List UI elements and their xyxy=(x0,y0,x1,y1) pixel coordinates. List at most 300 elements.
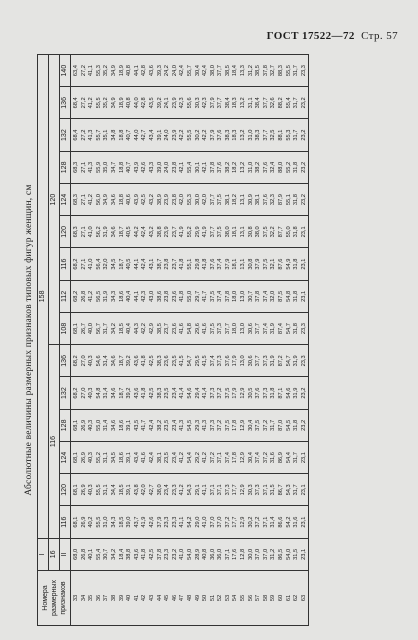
table-cell: 27,1 xyxy=(80,226,87,238)
table-cell: 37,7 xyxy=(255,355,262,367)
table-cell: 32,4 xyxy=(270,161,277,173)
table-cell: 43,0 xyxy=(148,290,155,302)
col-group-158 xyxy=(38,55,49,539)
table-cell: 18,6 xyxy=(118,419,125,431)
table-cell: 31,2 xyxy=(247,65,254,77)
table-cell: 40,3 xyxy=(88,419,95,431)
table-cell: 23,4 xyxy=(164,484,171,496)
table-cell: 87,1 xyxy=(278,387,285,399)
data-column xyxy=(71,442,309,474)
table-cell: 63,4 xyxy=(73,65,79,77)
data-column xyxy=(71,184,309,216)
table-cell: 29,8 xyxy=(194,258,201,270)
table-cell: 37,7 xyxy=(217,65,224,77)
table-cell: 23,7 xyxy=(164,323,171,335)
table-cell: 30,0 xyxy=(247,548,254,560)
table-cell: 39,0 xyxy=(126,516,133,528)
table-cell: 68,3 xyxy=(73,226,79,238)
table-cell: 40,8 xyxy=(126,97,133,109)
table-cell: 18,0 xyxy=(232,290,239,302)
table-cell: 38,8 xyxy=(156,226,163,238)
table-cell: 55,5 xyxy=(95,484,102,496)
table-cell: 42,4 xyxy=(141,258,148,270)
table-cell: 30,8 xyxy=(247,258,254,270)
table-cell: 37,2 xyxy=(255,516,262,528)
table-cell: 56,0 xyxy=(95,194,102,206)
table-cell: 30,9 xyxy=(247,194,254,206)
table-cell: 26,8 xyxy=(80,548,87,560)
table-cell: 37,9 xyxy=(156,516,163,528)
table-cell: 17,7 xyxy=(232,516,239,528)
table-cell: 41,3 xyxy=(88,129,95,141)
table-cell: 23,3 xyxy=(300,355,307,367)
table-cell: 18,2 xyxy=(232,194,239,206)
table-cell: 38,3 xyxy=(224,129,231,141)
table-cell: 31,7 xyxy=(103,323,110,335)
table-cell: 30,4 xyxy=(194,65,201,77)
table-cell: 37,7 xyxy=(255,323,262,335)
table-head xyxy=(38,55,71,626)
table-cell: 17,9 xyxy=(232,355,239,367)
table-cell: 26,8 xyxy=(80,290,87,302)
table-cell: 23,7 xyxy=(171,258,178,270)
table-cell: 23,5 xyxy=(171,355,178,367)
measurements-table xyxy=(37,54,309,626)
table-cell: 27,2 xyxy=(80,97,87,109)
table-cell: 36,0 xyxy=(209,548,216,560)
table-cell: 38,2 xyxy=(156,419,163,431)
table-cell: 40,3 xyxy=(88,387,95,399)
table-cell: 34,9 xyxy=(110,65,117,77)
table-cell: 26,9 xyxy=(80,452,87,464)
table-cell: 55,5 xyxy=(95,516,102,528)
table-cell: 38,5 xyxy=(224,65,231,77)
table-cell: 41,4 xyxy=(179,387,186,399)
table-cell: 23,9 xyxy=(164,194,171,206)
table-cell: 23,6 xyxy=(164,355,171,367)
table-cell: 41,6 xyxy=(202,323,209,335)
table-cell: 54,3 xyxy=(285,484,292,496)
col-header-2: 120 xyxy=(60,474,71,506)
table-cell: 38,0 xyxy=(255,226,262,238)
data-column xyxy=(71,151,309,183)
table-cell: 42,6 xyxy=(148,516,155,528)
table-cell: 29,2 xyxy=(194,452,201,464)
table-cell: 42,7 xyxy=(141,129,148,141)
table-cell: 87,2 xyxy=(278,355,285,367)
row-number: 61 xyxy=(285,594,292,602)
table-cell: 34,2 xyxy=(110,548,117,560)
table-cell: 34,2 xyxy=(110,323,117,335)
table-cell: 87,9 xyxy=(278,194,285,206)
table-cell: 37,5 xyxy=(209,290,216,302)
table-cell: 37,4 xyxy=(217,258,224,270)
table-cell: 40,1 xyxy=(88,548,95,560)
table-cell: 42,3 xyxy=(141,290,148,302)
page-header xyxy=(0,30,418,50)
table-cell: 37,6 xyxy=(255,387,262,399)
table-cell: 31,8 xyxy=(293,161,300,173)
row-number: 49 xyxy=(194,594,201,602)
table-cell: 41,9 xyxy=(202,226,209,238)
table-cell: 27,0 xyxy=(80,387,87,399)
table-cell: 37,2 xyxy=(209,452,216,464)
table-cell: 39,0 xyxy=(156,161,163,173)
table-cell: 41,8 xyxy=(179,290,186,302)
table-cell: 43,9 xyxy=(133,161,140,173)
level1-label-0: I xyxy=(39,553,46,556)
table-cell: 37,0 xyxy=(217,516,224,528)
table-cell: 37,8 xyxy=(224,290,231,302)
table-cell: 43,4 xyxy=(133,452,140,464)
table-cell: 39,2 xyxy=(126,355,133,367)
table-cell: 23,2 xyxy=(300,161,307,173)
table-cell: 55,2 xyxy=(186,226,193,238)
table-cell: 34,7 xyxy=(110,161,117,173)
col-header-5: 132 xyxy=(60,377,71,409)
table-cell: 23,6 xyxy=(171,323,178,335)
table-cell: 23,2 xyxy=(300,419,307,431)
table-cell: 31,5 xyxy=(293,548,300,560)
table-cell: 18,3 xyxy=(232,129,239,141)
table-cell: 31,0 xyxy=(247,161,254,173)
table-cell: 41,2 xyxy=(202,452,209,464)
col-header-0: II xyxy=(60,538,71,570)
table-cell: 37,8 xyxy=(255,290,262,302)
table-cell: 39,2 xyxy=(126,387,133,399)
table-cell: 18,2 xyxy=(232,161,239,173)
row-number: 44 xyxy=(156,594,163,602)
table-cell: 30,7 xyxy=(103,548,110,560)
table-cell: 37,3 xyxy=(209,387,216,399)
data-column xyxy=(71,313,309,345)
table-cell: 38,2 xyxy=(255,161,262,173)
table-cell: 27,2 xyxy=(80,65,87,77)
table-cell: 18,9 xyxy=(118,97,125,109)
table-cell: 68,3 xyxy=(73,161,79,173)
table-cell: 37,3 xyxy=(262,355,269,367)
table-cell: 37,2 xyxy=(217,387,224,399)
row-number: 55 xyxy=(240,594,247,602)
table-cell: 40,8 xyxy=(202,548,209,560)
col-header-7: 108 xyxy=(60,313,71,345)
table-cell: 38,8 xyxy=(126,548,133,560)
table-cell: 38,3 xyxy=(156,355,163,367)
table-cell: 13,2 xyxy=(240,97,247,109)
table-cell: 86,7 xyxy=(278,484,285,496)
header-row-2 xyxy=(49,55,60,626)
table-cell: 23,2 xyxy=(171,548,178,560)
table-cell: 55,6 xyxy=(186,97,193,109)
table-cell: 13,1 xyxy=(240,194,247,206)
table-cell: 23,3 xyxy=(164,548,171,560)
table-cell: 28,9 xyxy=(194,548,201,560)
table-cell: 23,1 xyxy=(300,484,307,496)
rotated-table-block xyxy=(22,54,400,626)
table-cell: 37,5 xyxy=(217,226,224,238)
table-cell: 41,0 xyxy=(202,516,209,528)
table-cell: 37,2 xyxy=(217,419,224,431)
table-cell: 41,8 xyxy=(141,387,148,399)
table-cell: 18,1 xyxy=(232,226,239,238)
table-cell: 68,2 xyxy=(73,355,79,367)
table-cell: 38,9 xyxy=(156,194,163,206)
table-cell: 42,5 xyxy=(148,548,155,560)
table-cell: 88,0 xyxy=(278,161,285,173)
table-cell: 68,1 xyxy=(73,516,79,528)
table-cell: 17,8 xyxy=(232,419,239,431)
table-cell: 13,0 xyxy=(240,323,247,335)
table-cell: 40,2 xyxy=(88,516,95,528)
page-number: Стр. 57 xyxy=(361,30,398,42)
table-cell: 13,2 xyxy=(240,129,247,141)
table-cell: 30,7 xyxy=(247,290,254,302)
table-cell: 37,1 xyxy=(262,484,269,496)
table-cell: 39,3 xyxy=(156,65,163,77)
table-cell: 37,8 xyxy=(262,65,269,77)
table-cell: 38,5 xyxy=(156,323,163,335)
table-cell: 56,7 xyxy=(95,323,102,335)
table-cell: 38,7 xyxy=(156,258,163,270)
table-cell: 54,4 xyxy=(186,452,193,464)
table-cell: 32,3 xyxy=(270,194,277,206)
table-cell: 56,2 xyxy=(95,226,102,238)
table-cell: 29,1 xyxy=(194,484,201,496)
table-cell: 54,9 xyxy=(285,258,292,270)
table-cell: 42,4 xyxy=(179,65,186,77)
data-column xyxy=(71,87,309,119)
table-cell: 37,4 xyxy=(262,290,269,302)
table-cell: 55,3 xyxy=(285,129,292,141)
table-cell: 23,9 xyxy=(171,129,178,141)
table-cell: 12,9 xyxy=(240,516,247,528)
table-cell: 23,8 xyxy=(164,258,171,270)
table-cell: 87,4 xyxy=(278,323,285,335)
table-cell: 18,9 xyxy=(118,65,125,77)
table-cell: 41,3 xyxy=(202,419,209,431)
table-cell: 41,3 xyxy=(179,419,186,431)
table-cell: 44,3 xyxy=(133,323,140,335)
table-cell: 44,0 xyxy=(133,97,140,109)
table-cell: 13,2 xyxy=(240,161,247,173)
table-cell: 38,0 xyxy=(224,226,231,238)
table-cell: 13,1 xyxy=(240,258,247,270)
col-header-15: 140 xyxy=(60,55,71,87)
table-cell: 54,5 xyxy=(186,419,193,431)
table-cell: 34,6 xyxy=(110,226,117,238)
table-cell: 31,6 xyxy=(270,452,277,464)
table-cell: 37,3 xyxy=(224,484,231,496)
table-cell: 41,2 xyxy=(88,194,95,206)
table-cell: 37,6 xyxy=(209,258,216,270)
table-cell: 44,1 xyxy=(133,65,140,77)
table-cell: 55,5 xyxy=(285,65,292,77)
table-cell: 23,1 xyxy=(300,548,307,560)
table-cell: 18,8 xyxy=(118,161,125,173)
table-cell: 43,8 xyxy=(133,484,140,496)
table-cell: 23,6 xyxy=(171,290,178,302)
table-cell: 55,0 xyxy=(186,290,193,302)
table-cell: 38,3 xyxy=(255,129,262,141)
table-cell: 41,0 xyxy=(88,258,95,270)
table-cell: 43,3 xyxy=(148,161,155,173)
table-cell: 30,8 xyxy=(247,226,254,238)
table-cell: 37,1 xyxy=(224,548,231,560)
table-cell: 26,9 xyxy=(80,419,87,431)
table-cell: 37,5 xyxy=(224,419,231,431)
table-title: Абсолютные величины размерных признаков типовых фигур женщин, см xyxy=(24,184,34,496)
table-cell: 30,4 xyxy=(247,452,254,464)
row-number: 45 xyxy=(164,594,171,602)
data-column xyxy=(71,280,309,312)
table-cell: 42,4 xyxy=(141,226,148,238)
table-cell: 54,6 xyxy=(95,355,102,367)
table-cell: 13,3 xyxy=(240,65,247,77)
table-cell: 31,4 xyxy=(103,355,110,367)
table-cell: 54,3 xyxy=(186,484,193,496)
data-column xyxy=(71,474,309,506)
table-cell: 55,4 xyxy=(285,97,292,109)
table-cell: 42,7 xyxy=(148,484,155,496)
table-cell: 42,4 xyxy=(202,65,209,77)
row-number: 48 xyxy=(186,594,193,602)
table-cell: 68,1 xyxy=(73,419,79,431)
table-cell: 31,5 xyxy=(270,484,277,496)
table-cell: 18,6 xyxy=(118,290,125,302)
row-number: 41 xyxy=(133,594,140,602)
table-cell: 55,7 xyxy=(95,129,102,141)
table-cell: 29,4 xyxy=(194,387,201,399)
row-number: 38 xyxy=(110,594,117,602)
table-cell: 37,0 xyxy=(262,548,269,560)
table-cell: 23,2 xyxy=(300,387,307,399)
table-cell: 37,1 xyxy=(217,484,224,496)
table-cell: 31,9 xyxy=(270,323,277,335)
table-cell: 23,3 xyxy=(300,65,307,77)
table-cell: 41,0 xyxy=(179,548,186,560)
table-cell: 68,2 xyxy=(73,387,79,399)
table-cell: 23,8 xyxy=(164,290,171,302)
table-cell: 88,2 xyxy=(278,97,285,109)
table-cell: 37,7 xyxy=(262,97,269,109)
table-cell: 41,6 xyxy=(179,323,186,335)
table-cell: 37,2 xyxy=(262,452,269,464)
table-cell: 23,1 xyxy=(300,516,307,528)
header-row-1 xyxy=(38,55,49,626)
table-cell: 39,1 xyxy=(126,419,133,431)
table-cell: 31,8 xyxy=(293,258,300,270)
table-cell: 36,0 xyxy=(217,548,224,560)
table-cell: 40,5 xyxy=(126,226,133,238)
table-cell: 43,5 xyxy=(133,419,140,431)
table-cell: 43,5 xyxy=(148,97,155,109)
table-cell: 18,6 xyxy=(118,452,125,464)
col-header-9: 116 xyxy=(60,248,71,280)
table-cell: 12,9 xyxy=(240,452,247,464)
col-header-10: 120 xyxy=(60,216,71,248)
data-column xyxy=(71,345,309,377)
table-cell: 30,1 xyxy=(194,161,201,173)
row-number: 34 xyxy=(80,594,87,602)
table-cell: 32,1 xyxy=(270,258,277,270)
table-cell: 18,7 xyxy=(118,355,125,367)
table-cell: 31,4 xyxy=(103,387,110,399)
table-cell: 37,0 xyxy=(255,548,262,560)
table-cell: 31,7 xyxy=(293,97,300,109)
table-cell: 37,1 xyxy=(217,452,224,464)
table-cell: 34,3 xyxy=(110,290,117,302)
table-cell: 42,8 xyxy=(141,97,148,109)
data-column xyxy=(71,377,309,409)
table-cell: 55,3 xyxy=(186,194,193,206)
table-cell: 31,7 xyxy=(270,419,277,431)
table-cell: 31,8 xyxy=(293,419,300,431)
table-cell: 55,0 xyxy=(95,419,102,431)
table-cell: 41,6 xyxy=(141,452,148,464)
table-cell: 31,9 xyxy=(270,355,277,367)
table-cell: 30,3 xyxy=(247,484,254,496)
table-cell: 43,7 xyxy=(133,516,140,528)
table-cell: 68,2 xyxy=(73,258,79,270)
col-header-8: 112 xyxy=(60,280,71,312)
table-cell: 30,2 xyxy=(194,129,201,141)
table-cell: 23,7 xyxy=(171,226,178,238)
col-group-116 xyxy=(49,345,60,539)
table-cell: 43,6 xyxy=(133,355,140,367)
table-cell: 42,5 xyxy=(148,387,155,399)
row-number: 62 xyxy=(293,594,300,602)
table-cell: 38,5 xyxy=(255,65,262,77)
table-cell: 32,6 xyxy=(270,97,277,109)
table-cell: 31,7 xyxy=(293,452,300,464)
table-cell: 40,0 xyxy=(88,323,95,335)
table-cell: 55,4 xyxy=(95,548,102,560)
table-cell: 24,0 xyxy=(171,65,178,77)
table-cell: 31,8 xyxy=(293,194,300,206)
table-cell: 44,0 xyxy=(133,129,140,141)
table-cell: 54,8 xyxy=(285,290,292,302)
table-cell: 55,2 xyxy=(285,161,292,173)
table-cell: 32,2 xyxy=(270,226,277,238)
table-cell: 31,2 xyxy=(270,548,277,560)
table-cell: 23,4 xyxy=(171,452,178,464)
col-group-120 xyxy=(49,55,60,345)
table-cell: 54,8 xyxy=(186,323,193,335)
table-cell: 26,9 xyxy=(80,516,87,528)
table-cell: 31,7 xyxy=(293,65,300,77)
table-cell: 23,5 xyxy=(164,452,171,464)
table-cell: 37,4 xyxy=(262,323,269,335)
col-header-13: 132 xyxy=(60,119,71,151)
table-cell: 23,2 xyxy=(300,97,307,109)
table-cell: 41,2 xyxy=(88,97,95,109)
table-cell: 35,0 xyxy=(103,161,110,173)
table-cell: 41,2 xyxy=(179,484,186,496)
table-cell: 42,3 xyxy=(202,97,209,109)
table-cell: 17,6 xyxy=(232,548,239,560)
table-cell: 31,7 xyxy=(293,484,300,496)
table-cell: 42,6 xyxy=(141,161,148,173)
row-number: 47 xyxy=(179,594,186,602)
row-header-label-cell xyxy=(38,571,71,626)
row-number: 58 xyxy=(262,594,269,602)
table-cell: 40,6 xyxy=(126,194,133,206)
table-cell: 23,5 xyxy=(164,419,171,431)
table-cell: 43,6 xyxy=(148,65,155,77)
table-cell: 41,0 xyxy=(88,226,95,238)
table-cell: 24,1 xyxy=(164,97,171,109)
table-cell: 31,8 xyxy=(270,387,277,399)
